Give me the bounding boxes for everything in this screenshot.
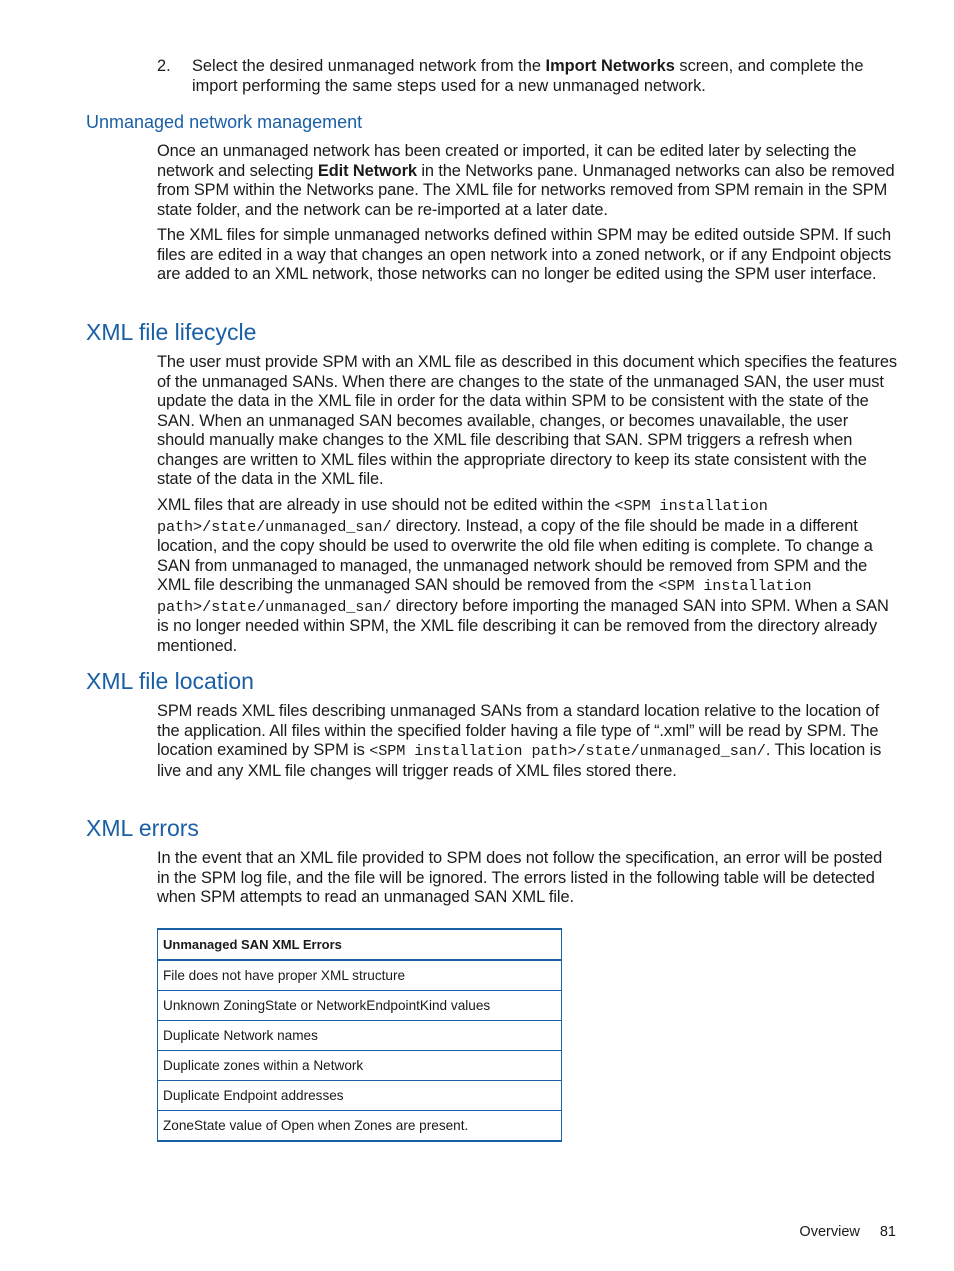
table-cell: Unknown ZoningState or NetworkEndpointKind values — [158, 991, 562, 1021]
page-number: 81 — [879, 1224, 896, 1240]
bold-edit-network: Edit Network — [317, 161, 417, 180]
paragraph-lifecycle-1: The user must provide SPM with an XML file as described in this document which specifies the features of the unmanaged SANs. When there are changes to the state of the unmanaged SAN, the user must update the data in the XML file in order for the data within SPM to be consistent with the state of the SAN. When an unmanaged SAN becomes available, changes, or becomes unavailable, the user should manually make changes to the XML file describing that SAN. SPM triggers a refresh when changes are written to XML files within the appropriate directory to keep its state consistent with the state of the data in the XML file. — [157, 353, 897, 488]
code-path: <SPM installation path>/state/unmanaged_san/ — [157, 577, 812, 616]
table-row — [158, 1081, 562, 1111]
paragraph-lifecycle-2: XML files that are already in use should not be edited within the <SPM installation path>/state/unmanaged_san/ directory. Instead, a copy of the file should be made in a different location, and the copy should be used to overwrite the old file when editing is complete. To change a SAN from unmanaged to managed, the unmanaged network should be removed from SPM and the XML file describing the unmanaged SAN should be removed from the <SPM installation path>/state/unmanaged_san/ directory before importing the managed SAN into SPM. When a SAN is no longer needed within SPM, the XML file describing it can be removed from the directory already mentioned. — [157, 496, 889, 655]
table-row — [158, 1111, 562, 1142]
table-cell: File does not have proper XML structure — [158, 960, 562, 991]
footer-section-name: Overview — [799, 1224, 860, 1240]
code-path: <SPM installation path>/state/unmanaged_san/ — [369, 742, 766, 760]
heading-xml-file-location: XML file location — [86, 668, 254, 694]
xml-errors-table — [157, 928, 562, 1142]
table-cell: ZoneState value of Open when Zones are present. — [158, 1111, 562, 1142]
code-path: <SPM installation path>/state/unmanaged_san/ — [157, 497, 768, 536]
step-number: 2. — [157, 57, 171, 75]
table-row — [158, 1051, 562, 1081]
table-cell: Duplicate zones within a Network — [158, 1051, 562, 1081]
table-header: Unmanaged SAN XML Errors — [158, 929, 562, 960]
table-row — [158, 960, 562, 991]
table-row — [158, 1021, 562, 1051]
paragraph-errors: In the event that an XML file provided to SPM does not follow the specification, an error will be posted in the SPM log file, and the file will be ignored. The errors listed in the following table will be detected when SPM attempts to read an unmanaged SAN XML file. — [157, 849, 883, 906]
table-cell: Duplicate Endpoint addresses — [158, 1081, 562, 1111]
table-row — [158, 991, 562, 1021]
paragraph-unmanaged-2: The XML files for simple unmanaged networks defined within SPM may be edited outside SPM. If such files are edited in a way that changes an open network into a zoned network, or if any Endpoint objects are added to an XML network, those networks can no longer be edited using the SPM user interface. — [157, 226, 892, 283]
step-text: Select the desired unmanaged network from the Import Networks screen, and complete the import performing the same steps used for a new unmanaged network. — [192, 57, 864, 95]
table-cell: Duplicate Network names — [158, 1021, 562, 1051]
paragraph-location: SPM reads XML files describing unmanaged SANs from a standard location relative to the location of the application. All files within the specified folder having a file type of “.xml” will be read by SPM. The location examined by SPM is <SPM installation path>/state/unmanaged_san/. This location is live and any XML file changes will trigger reads of XML files stored there. — [157, 702, 882, 780]
heading-xml-errors: XML errors — [86, 815, 199, 841]
paragraph-unmanaged-1: Once an unmanaged network has been created or imported, it can be edited later by selecting the network and selecting Edit Network in the Networks pane. Unmanaged networks can also be removed from SPM within the Networks pane. The XML file for networks removed from SPM remain in the SPM state folder, and the network can be re-imported at a later date. — [157, 142, 895, 219]
page-footer — [799, 1223, 896, 1241]
step-bold-term: Import Networks — [545, 57, 675, 75]
table-header-row — [158, 929, 562, 960]
heading-unmanaged-network-management: Unmanaged network management — [86, 112, 363, 132]
heading-xml-file-lifecycle: XML file lifecycle — [86, 319, 257, 345]
